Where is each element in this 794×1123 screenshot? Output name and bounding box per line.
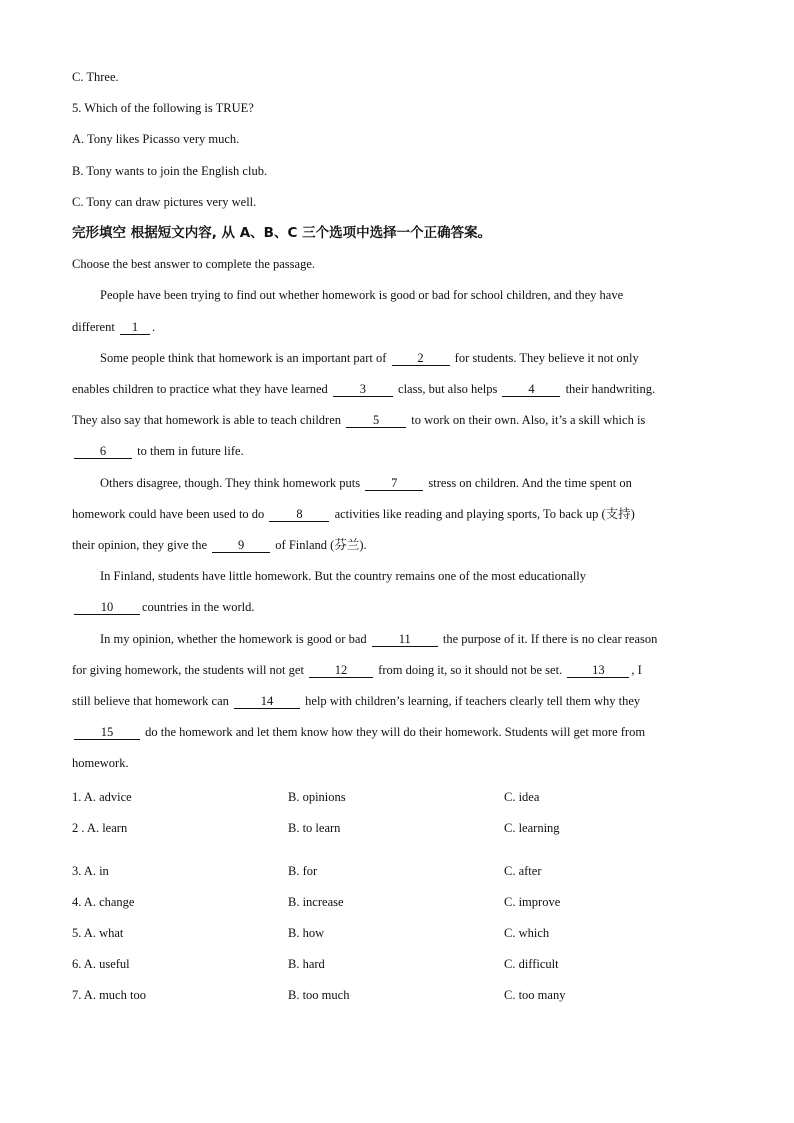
blank-1[interactable]: 1 <box>120 320 150 335</box>
option-c[interactable]: C. which <box>504 925 550 940</box>
passage-line: homework could have been used to do 8 activities like reading and playing sports, To back up (支持) <box>72 506 635 521</box>
option-c-three: C. Three. <box>72 70 119 84</box>
option-row-1 <box>72 782 722 813</box>
passage-line: Some people think that homework is an important part of 2 for students. They believe it not only <box>100 350 639 365</box>
passage-line: homework. <box>72 756 129 771</box>
option-a[interactable]: 5. A. what <box>72 925 124 940</box>
option-b[interactable]: B. too much <box>288 987 350 1002</box>
option-a[interactable]: 3. A. in <box>72 863 109 878</box>
option-c[interactable]: C. difficult <box>504 956 559 971</box>
option-row-3 <box>72 856 722 887</box>
question-5-option-c: C. Tony can draw pictures very well. <box>72 194 257 209</box>
option-b[interactable]: B. for <box>288 863 318 878</box>
blank-13[interactable]: 13 <box>567 663 629 678</box>
option-c[interactable]: C. too many <box>504 987 566 1002</box>
option-row-6 <box>72 949 722 980</box>
passage-line: 15 do the homework and let them know how they will do their homework. Students will get more from <box>72 717 722 748</box>
passage-line: Others disagree, though. They think homework puts 7 stress on children. And the time spent on <box>100 475 632 490</box>
option-row-7 <box>72 980 722 1011</box>
option-b[interactable]: B. to learn <box>288 820 341 835</box>
option-a[interactable]: 7. A. much too <box>72 987 146 1002</box>
passage-line: In my opinion, whether the homework is good or bad 11 the purpose of it. If there is no clear reason <box>100 631 658 646</box>
passage-line: enables children to practice what they have learned 3 class, but also helps 4 their handwriting. <box>72 382 656 397</box>
blank-6[interactable]: 6 <box>74 444 132 459</box>
option-row-2 <box>72 813 722 856</box>
blank-10[interactable]: 10 <box>74 600 140 615</box>
option-c[interactable]: C. after <box>504 863 542 878</box>
blank-4[interactable]: 4 <box>502 382 560 397</box>
option-a[interactable]: 6. A. useful <box>72 956 130 971</box>
cloze-instruction: Choose the best answer to complete the passage. <box>72 257 315 272</box>
passage-line: They also say that homework is able to teach children 5 to work on their own. Also, it’s a skill which is <box>72 413 646 428</box>
cloze-heading: 完形填空 根据短文内容, 从 A、B、C 三个选项中选择一个正确答案。 <box>72 225 492 242</box>
passage-line: In Finland, students have little homework. But the country remains one of the most educationally <box>100 569 587 584</box>
option-row-5 <box>72 918 722 949</box>
passage-line: 6 to them in future life. <box>72 436 722 467</box>
question-5-option-a: A. Tony likes Picasso very much. <box>72 132 240 147</box>
question-5: 5. Which of the following is TRUE? <box>72 101 254 116</box>
passage-line: their opinion, they give the 9 of Finland (芬兰). <box>72 538 367 553</box>
option-b[interactable]: B. opinions <box>288 789 346 804</box>
passage-line: still believe that homework can 14 help with children’s learning, if teachers clearly tell them why they <box>72 694 641 709</box>
option-c[interactable]: C. improve <box>504 894 561 909</box>
passage-line: People have been trying to find out whether homework is good or bad for school children, and they have <box>100 288 624 303</box>
option-c[interactable]: C. learning <box>504 820 560 835</box>
blank-3[interactable]: 3 <box>333 382 393 397</box>
blank-11[interactable]: 11 <box>372 632 438 647</box>
option-a[interactable]: 4. A. change <box>72 894 135 909</box>
passage-line: for giving homework, the students will not get 12 from doing it, so it should not be set. 13 , I <box>72 662 642 677</box>
passage-line: different 1 . <box>72 319 156 334</box>
blank-8[interactable]: 8 <box>269 507 329 522</box>
option-b[interactable]: B. hard <box>288 956 325 971</box>
blank-12[interactable]: 12 <box>309 663 373 678</box>
blank-5[interactable]: 5 <box>346 413 406 428</box>
option-row-4 <box>72 887 722 918</box>
blank-14[interactable]: 14 <box>234 694 300 709</box>
blank-15[interactable]: 15 <box>74 725 140 740</box>
blank-9[interactable]: 9 <box>212 538 270 553</box>
option-a[interactable]: 1. A. advice <box>72 789 132 804</box>
passage-line: 10 countries in the world. <box>72 592 722 623</box>
option-b[interactable]: B. increase <box>288 894 344 909</box>
option-b[interactable]: B. how <box>288 925 325 940</box>
blank-7[interactable]: 7 <box>365 476 423 491</box>
option-a[interactable]: 2 . A. learn <box>72 820 128 835</box>
answer-options <box>72 782 722 1011</box>
blank-2[interactable]: 2 <box>392 351 450 366</box>
question-5-option-b: B. Tony wants to join the English club. <box>72 163 268 178</box>
option-c[interactable]: C. idea <box>504 789 540 804</box>
